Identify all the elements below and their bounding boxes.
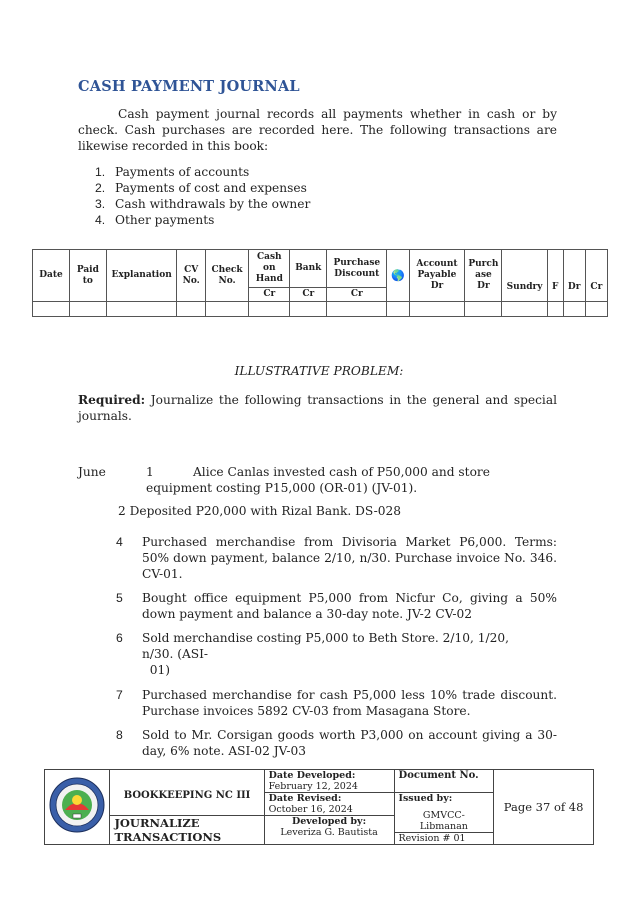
document-no-cell: Document No.: [394, 770, 494, 793]
table-row: [33, 302, 608, 317]
payment-types-list: [95, 164, 310, 228]
transaction-month: June: [78, 465, 106, 479]
module-title-cell: [110, 770, 264, 816]
school-logo: [45, 770, 110, 845]
sub-cash-cr: Cr: [249, 288, 290, 302]
illustrative-heading: ILLUSTRATIVE PROBLEM:: [234, 364, 404, 378]
date-developed-cell: Date Developed: February 12, 2024: [264, 770, 394, 793]
col-sundry-dr: Dr: [563, 250, 585, 302]
revision-cell: Revision # 01: [394, 833, 494, 845]
cash-payment-journal-table: [32, 249, 608, 317]
col-explanation: Explanation: [106, 250, 177, 302]
col-sundry: Sundry: [502, 250, 547, 302]
transaction-item: 6 Sold merchandise costing P5,000 to Beth Store. 2/10, 1/20, n/30. (ASI- 01): [116, 631, 510, 677]
topic-cell: JOURNALIZE TRANSACTIONS: [110, 816, 264, 845]
list-item: 2. Payments of cost and expenses: [95, 181, 307, 195]
globe-icon: 🌎: [387, 250, 409, 302]
date-revised-cell: Date Revised: October 16, 2024: [264, 793, 394, 816]
col-purchase-discount: Purchase Discount: [327, 250, 387, 288]
transaction-item: 4 Purchased merchandise from Divisoria Market P6,000. Terms: 50% down payment, balance 2/10, n/30. Purchase invoice No. 346. CV-01.: [116, 535, 557, 581]
transaction-text: Alice Canlas invested cash of P50,000 and store: [193, 465, 490, 479]
col-purchase-dr: Purch ase Dr: [465, 250, 502, 302]
col-paid-to: Paid to: [69, 250, 106, 302]
transaction-item: 8 Sold to Mr. Corsigan goods worth P3,000 on account giving a 30-day, 6% note. ASI-02 JV-03: [116, 728, 557, 758]
col-cv-no: CV No.: [177, 250, 205, 302]
section-title: CASH PAYMENT JOURNAL: [78, 78, 300, 95]
col-date: Date: [33, 250, 70, 302]
col-bank: Bank: [290, 250, 327, 288]
transaction-text: 2 Deposited P20,000 with Rizal Bank. DS-028: [118, 504, 402, 518]
col-f: F: [547, 250, 563, 302]
transaction-day: 1: [146, 465, 154, 479]
required-paragraph: Required: Journalize the following transactions in the general and special journals.: [78, 393, 557, 423]
document-footer: [44, 769, 594, 845]
list-item: 3. Cash withdrawals by the owner: [95, 197, 311, 211]
issued-by-cell: Issued by: GMVCC- Libmanan: [394, 793, 494, 833]
developed-by-cell: Developed by: Leveriza G. Bautista: [264, 816, 394, 845]
col-cash-on-hand: Cash on Hand: [249, 250, 290, 288]
list-item: 1. Payments of accounts: [95, 165, 250, 179]
transaction-item: 7 Purchased merchandise for cash P5,000 less 10% trade discount. Purchase invoices 5892 CV-03 from Masagana Store.: [116, 688, 557, 718]
col-account-payable: Account Payable Dr: [409, 250, 465, 302]
transaction-item: 5 Bought office equipment P5,000 from Nicfur Co, giving a 50% down payment and balance a 30-day note. JV-2 CV-02: [116, 591, 557, 621]
sub-purchase-cr: Cr: [327, 288, 387, 302]
col-check-no: Check No.: [205, 250, 248, 302]
transaction-text: equipment costing P15,000 (OR-01) (JV-01).: [146, 481, 418, 495]
col-sundry-cr: Cr: [585, 250, 607, 302]
intro-paragraph: Cash payment journal records all payments whether in cash or by check. Cash purchases are recorded here. The following transactions are likewise recorded in this book:: [78, 107, 557, 153]
module-title: BOOKKEEPING NC III: [123, 790, 251, 801]
school-seal-icon: [48, 776, 106, 834]
page-number: Page 37 of 48: [494, 770, 594, 845]
sub-bank-cr: Cr: [290, 288, 327, 302]
list-item: 4. Other payments: [95, 213, 215, 227]
